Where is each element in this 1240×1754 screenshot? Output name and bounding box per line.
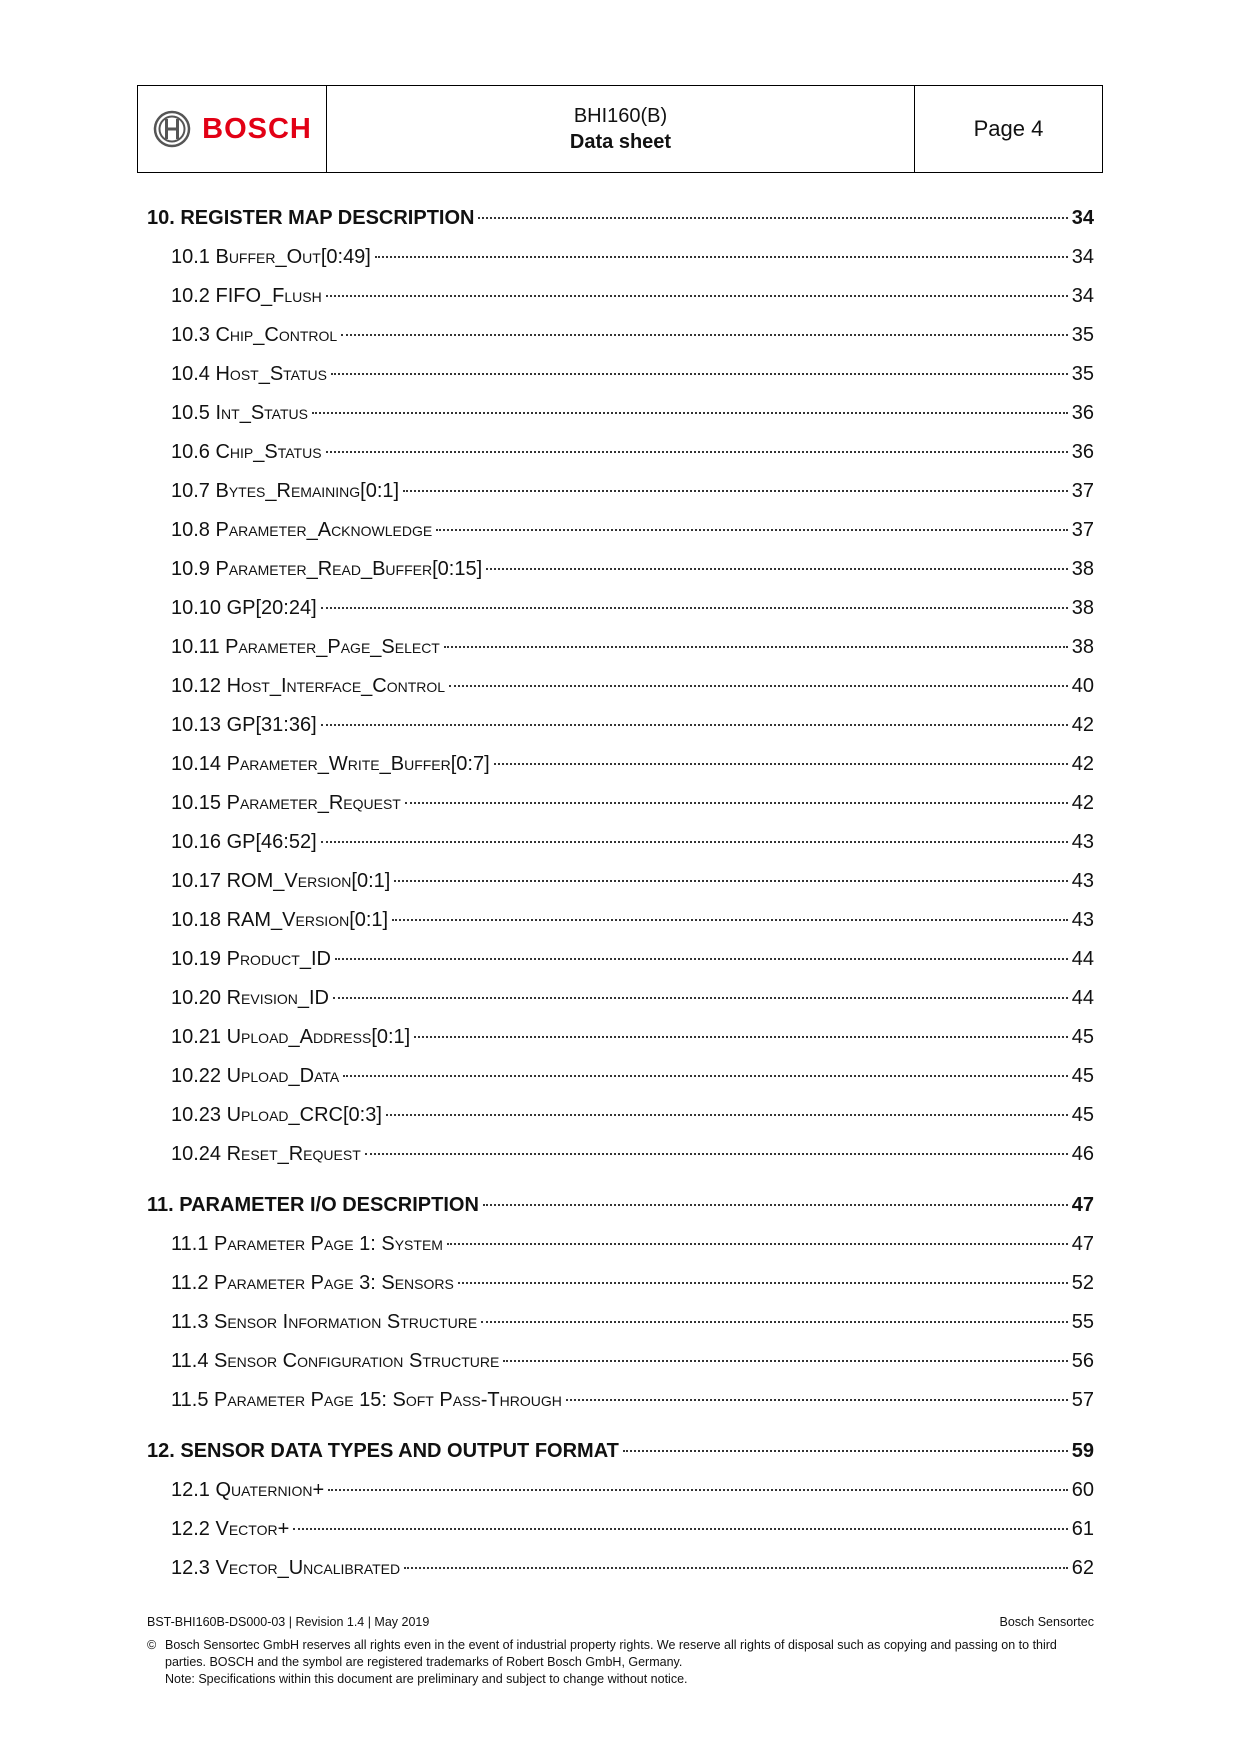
toc-entry[interactable] xyxy=(147,1381,1094,1420)
toc-leader xyxy=(321,607,1068,609)
toc-entry[interactable] xyxy=(147,1264,1094,1303)
toc-entry-page: 45 xyxy=(1071,1026,1094,1048)
page-header xyxy=(137,85,1103,173)
toc-leader xyxy=(335,958,1068,960)
toc-section-heading[interactable] xyxy=(147,1186,1094,1225)
toc-leader xyxy=(321,724,1068,726)
toc-entry-page: 42 xyxy=(1071,792,1094,814)
toc-entry-label: 12.3 Vector_Uncalibrated xyxy=(171,1557,401,1579)
toc-entry-page: 43 xyxy=(1071,909,1094,931)
toc-leader xyxy=(405,802,1068,804)
toc-entry-label: 10.21 Upload_Address[0:1] xyxy=(171,1026,411,1048)
toc-entry-page: 55 xyxy=(1071,1311,1094,1333)
toc-entry-page: 34 xyxy=(1071,285,1094,307)
toc-entry-page: 38 xyxy=(1071,636,1094,658)
toc-entry-label: 10.13 GP[31:36] xyxy=(171,714,317,736)
toc-entry-page: 36 xyxy=(1071,402,1094,424)
toc-leader xyxy=(343,1075,1068,1077)
toc-entry-page: 44 xyxy=(1071,948,1094,970)
toc-leader xyxy=(458,1282,1068,1284)
copyright-symbol: © xyxy=(147,1638,157,1652)
toc-section-page: 34 xyxy=(1071,207,1094,229)
toc-entry[interactable] xyxy=(147,1510,1094,1549)
toc-entry-label: 10.11 Parameter_Page_Select xyxy=(171,636,440,658)
toc-entry-label: 10.2 FIFO_Flush xyxy=(171,285,322,307)
toc-entry-page: 38 xyxy=(1071,558,1094,580)
toc-entry-page: 61 xyxy=(1071,1518,1094,1540)
toc-leader xyxy=(481,1321,1068,1323)
toc-leader xyxy=(394,880,1067,882)
page-number: Page 4 xyxy=(973,116,1044,141)
toc-entry-label: 10.24 Reset_Request xyxy=(171,1143,361,1165)
toc-entry-label: 10.22 Upload_Data xyxy=(171,1065,340,1087)
toc-entry-label: 10.12 Host_Interface_Control xyxy=(171,675,446,697)
toc-section-title: 10. REGISTER MAP DESCRIPTION xyxy=(147,207,475,229)
toc-entry-page: 37 xyxy=(1071,480,1094,502)
toc-entry-page: 40 xyxy=(1071,675,1094,697)
toc-entry[interactable] xyxy=(147,1018,1094,1057)
toc-entry-page: 35 xyxy=(1071,324,1094,346)
toc-entry-page: 44 xyxy=(1071,987,1094,1009)
toc-leader xyxy=(328,1489,1068,1491)
toc-entry[interactable] xyxy=(147,901,1094,940)
bosch-logo xyxy=(152,109,312,149)
toc-entry-label: 10.17 ROM_Version[0:1] xyxy=(171,870,391,892)
toc-leader xyxy=(341,334,1068,336)
toc-entry-label: 10.20 Revision_ID xyxy=(171,987,329,1009)
toc-entry[interactable] xyxy=(147,862,1094,901)
toc-entry[interactable] xyxy=(147,706,1094,745)
toc-entry-page: 42 xyxy=(1071,753,1094,775)
page-footer xyxy=(147,1614,1094,1688)
toc-entry-label: 10.5 Int_Status xyxy=(171,402,308,424)
toc-entry-label: 10.9 Parameter_Read_Buffer[0:15] xyxy=(171,558,483,580)
toc-entry-page: 38 xyxy=(1071,597,1094,619)
toc-entry-page: 56 xyxy=(1071,1350,1094,1372)
table-of-contents xyxy=(147,199,1094,1588)
toc-entry[interactable] xyxy=(147,1303,1094,1342)
toc-leader xyxy=(404,1567,1068,1569)
toc-leader xyxy=(326,295,1068,297)
toc-entry-label: 11.4 Sensor Configuration Structure xyxy=(171,1350,500,1372)
toc-leader xyxy=(449,685,1068,687)
toc-entry-label: 10.14 Parameter_Write_Buffer[0:7] xyxy=(171,753,490,775)
toc-entry-label: 10.6 Chip_Status xyxy=(171,441,322,463)
toc-entry-label: 10.18 RAM_Version[0:1] xyxy=(171,909,389,931)
toc-entry-label: 10.3 Chip_Control xyxy=(171,324,338,346)
toc-entry[interactable] xyxy=(147,433,1094,472)
footer-legal-text: Bosch Sensortec GmbH reserves all rights even in the event of industrial property rights. We reserve all rights of disposal such as copying and passing on to third parties. BOSCH and the symbol are registered trademarks of Robert Bosch GmbH, Germany. xyxy=(165,1638,1057,1669)
toc-section-page: 59 xyxy=(1071,1440,1094,1462)
brand-name: BOSCH xyxy=(202,112,312,145)
toc-entry-label: 10.8 Parameter_Acknowledge xyxy=(171,519,433,541)
toc-entry[interactable] xyxy=(147,1057,1094,1096)
toc-leader xyxy=(326,451,1068,453)
toc-entry[interactable] xyxy=(147,823,1094,862)
toc-entry-page: 46 xyxy=(1071,1143,1094,1165)
toc-entry[interactable] xyxy=(147,238,1094,277)
footer-note: Note: Specifications within this document are preliminary and subject to change without notice. xyxy=(165,1672,688,1686)
toc-entry[interactable] xyxy=(147,940,1094,979)
toc-leader xyxy=(403,490,1068,492)
toc-entry[interactable] xyxy=(147,472,1094,511)
toc-entry[interactable] xyxy=(147,589,1094,628)
toc-leader xyxy=(478,217,1067,219)
toc-leader xyxy=(623,1450,1068,1452)
toc-leader xyxy=(486,568,1068,570)
toc-leader xyxy=(312,412,1068,414)
toc-section-title: 12. SENSOR DATA TYPES AND OUTPUT FORMAT xyxy=(147,1440,619,1462)
toc-entry-label: 12.2 Vector+ xyxy=(171,1518,290,1540)
toc-leader xyxy=(566,1399,1068,1401)
toc-section-page: 47 xyxy=(1071,1194,1094,1216)
toc-entry[interactable] xyxy=(147,277,1094,316)
toc-entry[interactable] xyxy=(147,316,1094,355)
bosch-armature-icon xyxy=(152,109,192,149)
toc-entry[interactable] xyxy=(147,979,1094,1018)
document-title: BHI160(B) xyxy=(573,105,668,127)
toc-entry[interactable] xyxy=(147,784,1094,823)
toc-entry-page: 60 xyxy=(1071,1479,1094,1501)
toc-entry-label: 10.1 Buffer_Out[0:49] xyxy=(171,246,371,268)
toc-entry[interactable] xyxy=(147,667,1094,706)
toc-entry-page: 57 xyxy=(1071,1389,1094,1411)
toc-entry[interactable] xyxy=(147,1471,1094,1510)
toc-leader xyxy=(436,529,1068,531)
footer-company: Bosch Sensortec xyxy=(999,1615,1094,1629)
toc-entry-label: 11.2 Parameter Page 3: Sensors xyxy=(171,1272,454,1294)
toc-entry[interactable] xyxy=(147,628,1094,667)
toc-entry-page: 45 xyxy=(1071,1104,1094,1126)
document-subtitle: Data sheet xyxy=(569,131,672,153)
toc-leader xyxy=(503,1360,1067,1362)
toc-entry-label: 11.5 Parameter Page 15: Soft Pass-Through xyxy=(171,1389,562,1411)
toc-section-title: 11. PARAMETER I/O DESCRIPTION xyxy=(147,1194,479,1216)
toc-entry-page: 43 xyxy=(1071,831,1094,853)
footer-legal xyxy=(147,1637,1094,1688)
toc-entry-page: 43 xyxy=(1071,870,1094,892)
toc-entry-label: 10.15 Parameter_Request xyxy=(171,792,401,814)
toc-leader xyxy=(375,256,1068,258)
toc-entry[interactable] xyxy=(147,1096,1094,1135)
toc-entry-label: 10.4 Host_Status xyxy=(171,363,327,385)
toc-entry[interactable] xyxy=(147,355,1094,394)
toc-section-heading[interactable] xyxy=(147,199,1094,238)
toc-entry-page: 45 xyxy=(1071,1065,1094,1087)
toc-leader xyxy=(321,841,1068,843)
toc-entry[interactable] xyxy=(147,394,1094,433)
toc-entry-page: 52 xyxy=(1071,1272,1094,1294)
toc-leader xyxy=(483,1204,1068,1206)
toc-entry-page: 47 xyxy=(1071,1233,1094,1255)
toc-leader xyxy=(333,997,1068,999)
toc-entry[interactable] xyxy=(147,1135,1094,1174)
toc-entry-label: 12.1 Quaternion+ xyxy=(171,1479,325,1501)
title-cell xyxy=(327,86,915,172)
toc-entry[interactable] xyxy=(147,1342,1094,1381)
toc-entry[interactable] xyxy=(147,1225,1094,1264)
toc-leader xyxy=(447,1243,1068,1245)
toc-entry-label: 10.10 GP[20:24] xyxy=(171,597,317,619)
toc-entry-label: 10.23 Upload_CRC[0:3] xyxy=(171,1104,382,1126)
toc-entry[interactable] xyxy=(147,511,1094,550)
toc-leader xyxy=(386,1114,1068,1116)
toc-entry-label: 11.1 Parameter Page 1: System xyxy=(171,1233,443,1255)
toc-entry-page: 37 xyxy=(1071,519,1094,541)
toc-entry[interactable] xyxy=(147,745,1094,784)
toc-leader xyxy=(444,646,1068,648)
toc-entry-page: 36 xyxy=(1071,441,1094,463)
toc-leader xyxy=(414,1036,1068,1038)
toc-section-heading[interactable] xyxy=(147,1432,1094,1471)
toc-leader xyxy=(331,373,1068,375)
toc-entry-label: 10.19 Product_ID xyxy=(171,948,331,970)
toc-entry-label: 10.16 GP[46:52] xyxy=(171,831,317,853)
footer-doc-id: BST-BHI160B-DS000-03 | Revision 1.4 | May 2019 xyxy=(147,1615,430,1629)
toc-entry[interactable] xyxy=(147,550,1094,589)
toc-entry[interactable] xyxy=(147,1549,1094,1588)
toc-entry-page: 62 xyxy=(1071,1557,1094,1579)
toc-entry-page: 42 xyxy=(1071,714,1094,736)
toc-leader xyxy=(365,1153,1068,1155)
toc-leader xyxy=(392,919,1068,921)
toc-entry-page: 35 xyxy=(1071,363,1094,385)
toc-leader xyxy=(293,1528,1068,1530)
logo-cell xyxy=(138,86,327,172)
toc-entry-label: 10.7 Bytes_Remaining[0:1] xyxy=(171,480,400,502)
toc-entry-page: 34 xyxy=(1071,246,1094,268)
page-number-cell xyxy=(915,86,1102,172)
toc-entry-label: 11.3 Sensor Information Structure xyxy=(171,1311,478,1333)
toc-leader xyxy=(494,763,1068,765)
